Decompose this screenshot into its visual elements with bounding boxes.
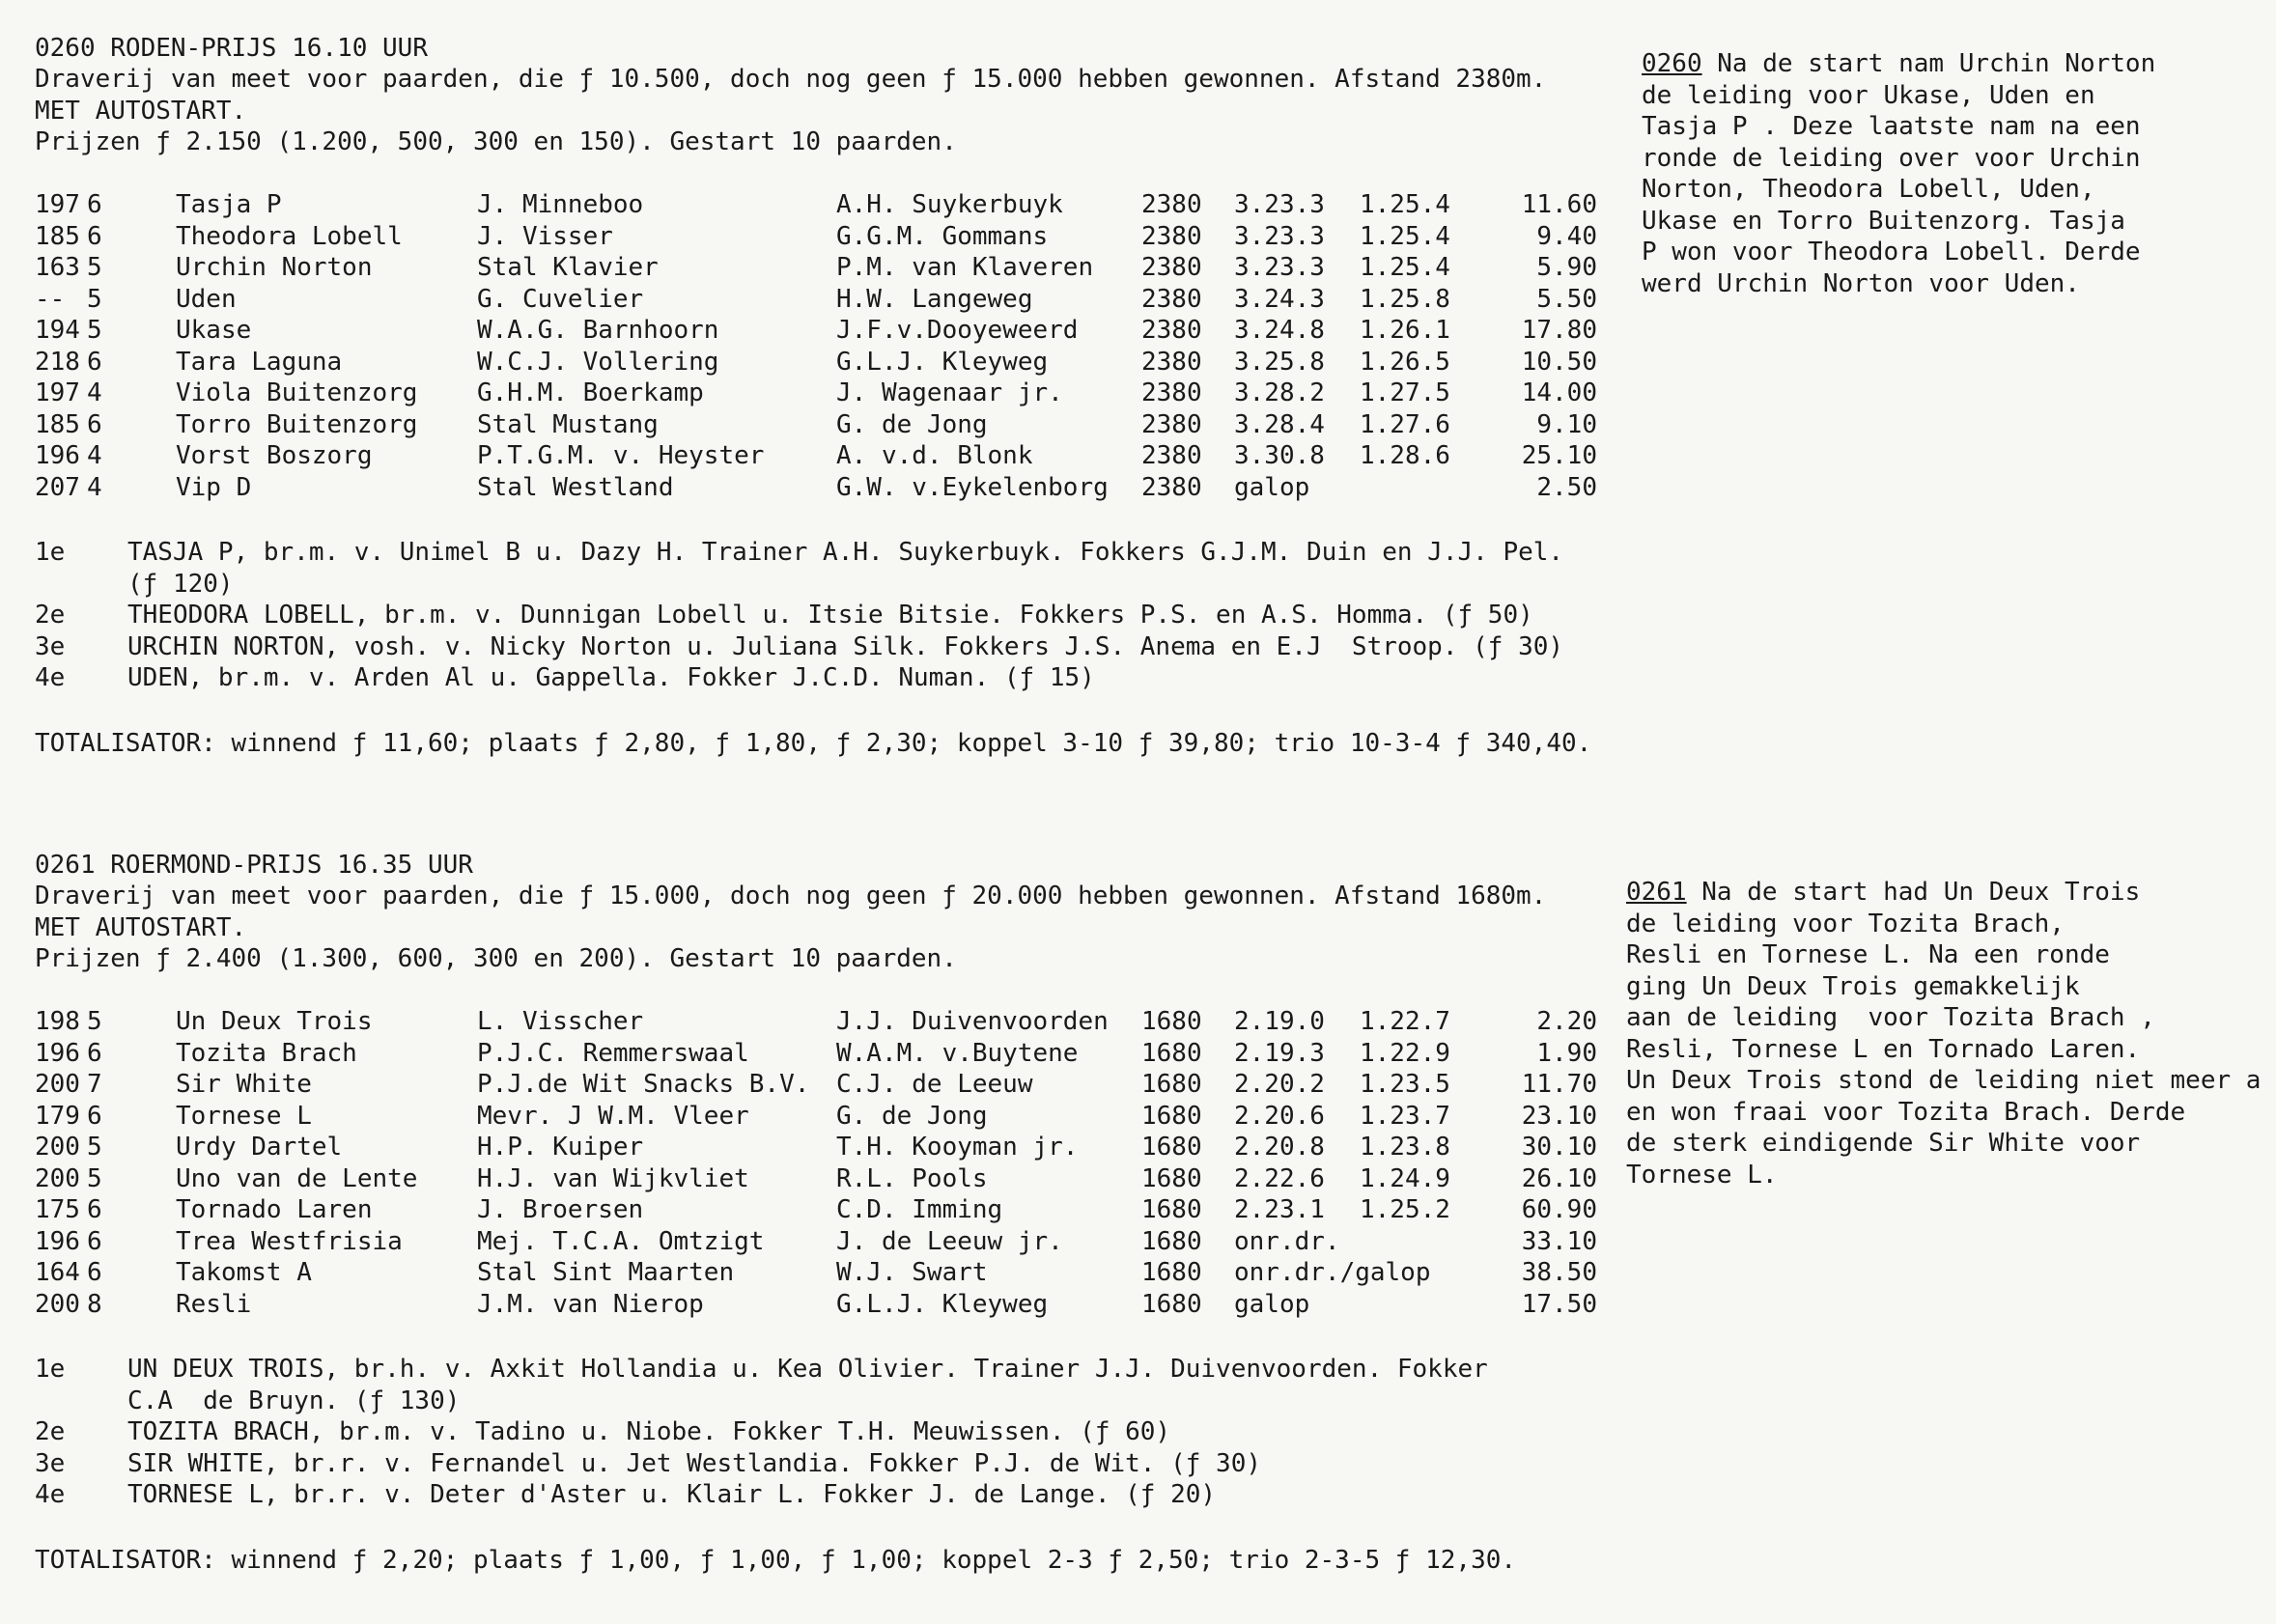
totalisator: TOTALISATOR: winnend ƒ 11,60; plaats ƒ 2,80, ƒ 1,80, ƒ 2,30; koppel 3-10 ƒ 39,80; trio 10-3-4 ƒ 340,40. bbox=[35, 729, 1592, 758]
start-number: 196 bbox=[35, 1226, 80, 1256]
distance: 2380 bbox=[1141, 284, 1202, 314]
trainer-name: G.L.J. Kleyweg bbox=[836, 1289, 1049, 1319]
trainer-name: G.W. v.Eykelenborg bbox=[836, 472, 1109, 502]
table-row bbox=[0, 409, 1622, 441]
race-time: 2.19.3 bbox=[1234, 1038, 1325, 1068]
trainer-name: J.F.v.Dooyeweerd bbox=[836, 316, 1079, 345]
trainer-name: H.W. Langeweg bbox=[836, 284, 1033, 314]
report-line: de leiding voor Ukase, Uden en bbox=[1642, 80, 2095, 110]
distance: 1680 bbox=[1141, 1133, 1202, 1162]
report-line: P won voor Theodora Lobell. Derde bbox=[1642, 238, 2141, 266]
horse-name: Tornese L bbox=[176, 1101, 312, 1131]
odds: 38.50 bbox=[1521, 1258, 1597, 1287]
placing-entry bbox=[0, 1479, 1642, 1511]
horse-age: 5 bbox=[87, 316, 102, 345]
driver-name: G. Cuvelier bbox=[477, 284, 644, 314]
km-time: 1.23.8 bbox=[1360, 1133, 1450, 1162]
placing-text: TASJA P, br.m. v. Unimel B u. Dazy H. Trainer A.H. Suykerbuyk. Fokkers G.J.M. Duin en J.J. Pel. bbox=[127, 538, 1564, 567]
table-row bbox=[0, 1038, 1622, 1070]
trainer-name: C.D. Imming bbox=[836, 1195, 1003, 1224]
trainer-name: W.A.M. v.Buytene bbox=[836, 1038, 1079, 1068]
trainer-name: G. de Jong bbox=[836, 1101, 988, 1131]
driver-name: Stal Klavier bbox=[477, 253, 659, 282]
start-number: 164 bbox=[35, 1258, 80, 1287]
report-line: Resli en Tornese L. Na een ronde bbox=[1626, 940, 2110, 969]
horse-age: 6 bbox=[87, 190, 102, 219]
start-number: 196 bbox=[35, 441, 80, 470]
table-row bbox=[0, 1226, 1622, 1258]
horse-name: Takomst A bbox=[176, 1258, 312, 1287]
horse-name: Urchin Norton bbox=[176, 253, 373, 282]
odds: 17.80 bbox=[1521, 316, 1597, 345]
placing-text: TOZITA BRACH, br.m. v. Tadino u. Niobe. Fokker T.H. Meuwissen. (ƒ 60) bbox=[127, 1417, 1171, 1446]
distance: 1680 bbox=[1141, 1101, 1202, 1131]
driver-name: J.M. van Nierop bbox=[477, 1289, 704, 1319]
trainer-name: R.L. Pools bbox=[836, 1163, 988, 1193]
distance: 1680 bbox=[1141, 1163, 1202, 1193]
race-time: onr.dr. bbox=[1234, 1226, 1340, 1256]
distance: 2380 bbox=[1141, 253, 1202, 282]
horse-name: Resli bbox=[176, 1289, 252, 1319]
race-heading: 0261 ROERMOND-PRIJS 16.35 UUR bbox=[35, 851, 473, 880]
table-row bbox=[0, 1194, 1622, 1226]
odds: 14.00 bbox=[1521, 378, 1597, 407]
table-row bbox=[0, 1101, 1622, 1133]
table-row bbox=[0, 1257, 1622, 1289]
report-line: ging Un Deux Trois gemakkelijk bbox=[1626, 971, 2080, 1001]
table-row bbox=[0, 378, 1622, 409]
report-line: ronde de leiding over voor Urchin bbox=[1642, 143, 2141, 173]
placing-entry bbox=[0, 1354, 1642, 1386]
km-time: 1.22.9 bbox=[1360, 1038, 1450, 1068]
start-number: 197 bbox=[35, 378, 80, 407]
driver-name: Stal Mustang bbox=[477, 409, 659, 439]
start-number: 207 bbox=[35, 472, 80, 502]
distance: 1680 bbox=[1141, 1070, 1202, 1099]
km-time: 1.25.4 bbox=[1360, 190, 1450, 219]
table-row bbox=[0, 284, 1622, 316]
odds: 26.10 bbox=[1521, 1163, 1597, 1193]
odds: 23.10 bbox=[1521, 1101, 1597, 1131]
odds: 25.10 bbox=[1521, 441, 1597, 470]
race-time: 3.30.8 bbox=[1234, 441, 1325, 470]
report-line: Ukase en Torro Buitenzorg. Tasja bbox=[1642, 206, 2125, 236]
race-time: galop bbox=[1234, 472, 1310, 502]
table-row bbox=[0, 1289, 1622, 1321]
race-time: 2.22.6 bbox=[1234, 1163, 1325, 1193]
odds: 33.10 bbox=[1521, 1226, 1597, 1256]
horse-age: 5 bbox=[87, 284, 102, 314]
trainer-name: A.H. Suykerbuyk bbox=[836, 190, 1063, 219]
km-time: 1.26.1 bbox=[1360, 316, 1450, 345]
horse-name: Tara Laguna bbox=[176, 347, 343, 377]
km-time: 1.22.7 bbox=[1360, 1007, 1450, 1036]
trainer-name: C.J. de Leeuw bbox=[836, 1070, 1033, 1099]
distance: 2380 bbox=[1141, 316, 1202, 345]
driver-name: J. Broersen bbox=[477, 1195, 644, 1224]
distance: 1680 bbox=[1141, 1007, 1202, 1036]
trainer-name: T.H. Kooyman jr. bbox=[836, 1133, 1079, 1162]
driver-name: Stal Westland bbox=[477, 472, 674, 502]
race-autostart: MET AUTOSTART. bbox=[35, 913, 247, 942]
table-row bbox=[0, 189, 1622, 221]
horse-name: Un Deux Trois bbox=[176, 1007, 373, 1036]
odds: 10.50 bbox=[1521, 347, 1597, 377]
odds: 2.20 bbox=[1536, 1007, 1597, 1036]
placing-position: 3e bbox=[35, 631, 66, 661]
race-time: 3.25.8 bbox=[1234, 347, 1325, 377]
race-time: galop bbox=[1234, 1289, 1310, 1319]
driver-name: J. Minneboo bbox=[477, 190, 644, 219]
distance: 2380 bbox=[1141, 409, 1202, 439]
driver-name: P.J.de Wit Snacks B.V. bbox=[477, 1070, 810, 1099]
race-conditions: Draverij van meet voor paarden, die ƒ 10.500, doch nog geen ƒ 15.000 hebben gewonnen. Afstand 2380m. bbox=[35, 65, 1547, 94]
table-row bbox=[0, 472, 1622, 504]
driver-name: P.J.C. Remmerswaal bbox=[477, 1038, 749, 1068]
race-heading: 0260 RODEN-PRIJS 16.10 UUR bbox=[35, 34, 428, 63]
horse-name: Vorst Boszorg bbox=[176, 441, 373, 470]
distance: 2380 bbox=[1141, 472, 1202, 502]
horse-name: Theodora Lobell bbox=[176, 221, 403, 251]
horse-age: 6 bbox=[87, 221, 102, 251]
race-conditions: Draverij van meet voor paarden, die ƒ 15.000, doch nog geen ƒ 20.000 hebben gewonnen. Afstand 1680m. bbox=[35, 882, 1547, 910]
horse-age: 5 bbox=[87, 1007, 102, 1036]
report-line: de leiding voor Tozita Brach, bbox=[1626, 909, 2065, 938]
race-prizes: Prijzen ƒ 2.400 (1.300, 600, 300 en 200). Gestart 10 paarden. bbox=[35, 944, 957, 973]
placing-position: 4e bbox=[35, 1480, 66, 1509]
race-time: 3.23.3 bbox=[1234, 253, 1325, 282]
distance: 2380 bbox=[1141, 190, 1202, 219]
report-number: 0260 bbox=[1642, 49, 1702, 78]
horse-name: Tasja P bbox=[176, 190, 282, 219]
report-line: aan de leiding voor Tozita Brach , bbox=[1626, 1003, 2155, 1032]
table-row bbox=[0, 1132, 1622, 1163]
horse-name: Tornado Laren bbox=[176, 1195, 373, 1224]
km-time: 1.25.8 bbox=[1360, 284, 1450, 314]
start-number: 198 bbox=[35, 1007, 80, 1036]
report-line: Resli, Tornese L en Tornado Laren. bbox=[1626, 1034, 2141, 1064]
distance: 2380 bbox=[1141, 347, 1202, 377]
driver-name: W.C.J. Vollering bbox=[477, 347, 719, 377]
placing-entry bbox=[0, 631, 1642, 663]
trainer-name: W.J. Swart bbox=[836, 1258, 988, 1287]
km-time: 1.28.6 bbox=[1360, 441, 1450, 470]
report-line: Tasja P . Deze laatste nam na een bbox=[1642, 112, 2141, 141]
race-time: onr.dr./galop bbox=[1234, 1258, 1431, 1287]
horse-age: 7 bbox=[87, 1070, 102, 1099]
start-number: 163 bbox=[35, 253, 80, 282]
race-time: 3.24.8 bbox=[1234, 316, 1325, 345]
horse-age: 6 bbox=[87, 409, 102, 439]
placing-entry bbox=[0, 662, 1642, 694]
race-time: 3.23.3 bbox=[1234, 221, 1325, 251]
driver-name: J. Visser bbox=[477, 221, 613, 251]
horse-name: Sir White bbox=[176, 1070, 312, 1099]
table-row bbox=[0, 1069, 1622, 1101]
driver-name: Mej. T.C.A. Omtzigt bbox=[477, 1226, 765, 1256]
race-time: 3.28.2 bbox=[1234, 378, 1325, 407]
horse-name: Viola Buitenzorg bbox=[176, 378, 418, 407]
horse-age: 5 bbox=[87, 1133, 102, 1162]
placing-text: SIR WHITE, br.r. v. Fernandel u. Jet Westlandia. Fokker P.J. de Wit. (ƒ 30) bbox=[127, 1448, 1261, 1478]
race-prizes: Prijzen ƒ 2.150 (1.200, 500, 300 en 150). Gestart 10 paarden. bbox=[35, 127, 957, 156]
race-time: 2.20.2 bbox=[1234, 1070, 1325, 1099]
driver-name: H.P. Kuiper bbox=[477, 1133, 644, 1162]
placing-position: 3e bbox=[35, 1448, 66, 1478]
placing-text: C.A de Bruyn. (ƒ 130) bbox=[127, 1386, 461, 1415]
driver-name: Stal Sint Maarten bbox=[477, 1258, 735, 1287]
horse-age: 6 bbox=[87, 1226, 102, 1256]
report-number: 0261 bbox=[1626, 878, 1687, 907]
start-number: 197 bbox=[35, 190, 80, 219]
race-time: 2.20.6 bbox=[1234, 1101, 1325, 1131]
distance: 2380 bbox=[1141, 378, 1202, 407]
horse-age: 6 bbox=[87, 1258, 102, 1287]
distance: 1680 bbox=[1141, 1226, 1202, 1256]
placing-position: 1e bbox=[35, 1355, 66, 1384]
odds: 2.50 bbox=[1536, 472, 1597, 502]
km-time: 1.25.4 bbox=[1360, 253, 1450, 282]
race-time: 2.19.0 bbox=[1234, 1007, 1325, 1036]
race-time: 2.23.1 bbox=[1234, 1195, 1325, 1224]
horse-name: Vip D bbox=[176, 472, 252, 502]
start-number: 200 bbox=[35, 1289, 80, 1319]
horse-name: Torro Buitenzorg bbox=[176, 409, 418, 439]
totalisator: TOTALISATOR: winnend ƒ 2,20; plaats ƒ 1,00, ƒ 1,00, ƒ 1,00; koppel 2-3 ƒ 2,50; trio 2-3-5 ƒ 12,30. bbox=[35, 1546, 1517, 1575]
horse-age: 5 bbox=[87, 1163, 102, 1193]
start-number: 200 bbox=[35, 1070, 80, 1099]
trainer-name: J. de Leeuw jr. bbox=[836, 1226, 1063, 1256]
placing-text: UDEN, br.m. v. Arden Al u. Gappella. Fokker J.C.D. Numan. (ƒ 15) bbox=[127, 663, 1095, 692]
placing-entry bbox=[0, 537, 1642, 569]
trainer-name: G. de Jong bbox=[836, 409, 988, 439]
table-row bbox=[0, 440, 1622, 472]
table-row bbox=[0, 315, 1622, 347]
placing-text: UN DEUX TROIS, br.h. v. Axkit Hollandia u. Kea Olivier. Trainer J.J. Duivenvoorden. Fokker bbox=[127, 1355, 1488, 1384]
report-line: Na de start had Un Deux Trois bbox=[1686, 878, 2141, 907]
start-number: 218 bbox=[35, 347, 80, 377]
horse-age: 4 bbox=[87, 441, 102, 470]
driver-name: W.A.G. Barnhoorn bbox=[477, 316, 719, 345]
driver-name: G.H.M. Boerkamp bbox=[477, 378, 704, 407]
start-number: 179 bbox=[35, 1101, 80, 1131]
horse-age: 6 bbox=[87, 347, 102, 377]
report-line: Norton, Theodora Lobell, Uden, bbox=[1642, 175, 2095, 204]
placing-text: URCHIN NORTON, vosh. v. Nicky Norton u. Juliana Silk. Fokkers J.S. Anema en E.J Stroop. (ƒ 30) bbox=[127, 631, 1564, 661]
odds: 5.50 bbox=[1536, 284, 1597, 314]
km-time: 1.25.2 bbox=[1360, 1195, 1450, 1224]
trainer-name: G.G.M. Gommans bbox=[836, 221, 1049, 251]
odds: 5.90 bbox=[1536, 253, 1597, 282]
table-row bbox=[0, 252, 1622, 284]
report-line: werd Urchin Norton voor Uden. bbox=[1642, 268, 2080, 298]
horse-age: 8 bbox=[87, 1289, 102, 1319]
distance: 1680 bbox=[1141, 1289, 1202, 1319]
distance: 1680 bbox=[1141, 1038, 1202, 1068]
odds: 60.90 bbox=[1521, 1195, 1597, 1224]
race-time: 2.20.8 bbox=[1234, 1133, 1325, 1162]
distance: 2380 bbox=[1141, 441, 1202, 470]
start-number: 196 bbox=[35, 1038, 80, 1068]
horse-name: Ukase bbox=[176, 316, 252, 345]
placing-text: THEODORA LOBELL, br.m. v. Dunnigan Lobell u. Itsie Bitsie. Fokkers P.S. en A.S. Homma. (ƒ 50) bbox=[127, 601, 1533, 630]
horse-age: 6 bbox=[87, 1038, 102, 1068]
driver-name: Mevr. J W.M. Vleer bbox=[477, 1101, 749, 1131]
start-number: 175 bbox=[35, 1195, 80, 1224]
placing-position: 1e bbox=[35, 538, 66, 567]
placing-position: 4e bbox=[35, 663, 66, 692]
placing-text: (ƒ 120) bbox=[127, 569, 234, 599]
table-row bbox=[0, 1006, 1622, 1038]
table-row bbox=[0, 1163, 1622, 1195]
km-time: 1.27.6 bbox=[1360, 409, 1450, 439]
placing-text: TORNESE L, br.r. v. Deter d'Aster u. Klair L. Fokker J. de Lange. (ƒ 20) bbox=[127, 1480, 1217, 1509]
horse-age: 4 bbox=[87, 378, 102, 407]
horse-age: 4 bbox=[87, 472, 102, 502]
trainer-name: J. Wagenaar jr. bbox=[836, 378, 1063, 407]
placing-entry bbox=[0, 600, 1642, 631]
placing-entry bbox=[0, 1448, 1642, 1480]
start-number: 185 bbox=[35, 221, 80, 251]
report-line: Na de start nam Urchin Norton bbox=[1701, 49, 2156, 78]
odds: 11.70 bbox=[1521, 1070, 1597, 1099]
km-time: 1.27.5 bbox=[1360, 378, 1450, 407]
race-time: 3.23.3 bbox=[1234, 190, 1325, 219]
table-row bbox=[0, 347, 1622, 378]
report-line: Un Deux Trois stond de leiding niet meer a bbox=[1626, 1066, 2262, 1095]
driver-name: H.J. van Wijkvliet bbox=[477, 1163, 749, 1193]
odds: 30.10 bbox=[1521, 1133, 1597, 1162]
distance: 2380 bbox=[1141, 221, 1202, 251]
race-autostart: MET AUTOSTART. bbox=[35, 97, 247, 126]
start-number: 200 bbox=[35, 1133, 80, 1162]
odds: 9.10 bbox=[1536, 409, 1597, 439]
odds: 1.90 bbox=[1536, 1038, 1597, 1068]
odds: 9.40 bbox=[1536, 221, 1597, 251]
distance: 1680 bbox=[1141, 1195, 1202, 1224]
horse-name: Uden bbox=[176, 284, 237, 314]
odds: 17.50 bbox=[1521, 1289, 1597, 1319]
driver-name: P.T.G.M. v. Heyster bbox=[477, 441, 765, 470]
km-time: 1.24.9 bbox=[1360, 1163, 1450, 1193]
placing-position: 2e bbox=[35, 601, 66, 630]
placing-position: 2e bbox=[35, 1417, 66, 1446]
km-time: 1.23.5 bbox=[1360, 1070, 1450, 1099]
horse-name: Tozita Brach bbox=[176, 1038, 357, 1068]
report-line: en won fraai voor Tozita Brach. Derde bbox=[1626, 1097, 2186, 1127]
odds: 11.60 bbox=[1521, 190, 1597, 219]
placing-entry bbox=[0, 1416, 1642, 1448]
km-time: 1.23.7 bbox=[1360, 1101, 1450, 1131]
km-time: 1.26.5 bbox=[1360, 347, 1450, 377]
horse-name: Trea Westfrisia bbox=[176, 1226, 403, 1256]
km-time: 1.25.4 bbox=[1360, 221, 1450, 251]
start-number: 200 bbox=[35, 1163, 80, 1193]
start-number: 185 bbox=[35, 409, 80, 439]
trainer-name: P.M. van Klaveren bbox=[836, 253, 1094, 282]
distance: 1680 bbox=[1141, 1258, 1202, 1287]
start-number: 194 bbox=[35, 316, 80, 345]
race-time: 3.24.3 bbox=[1234, 284, 1325, 314]
horse-age: 5 bbox=[87, 253, 102, 282]
horse-age: 6 bbox=[87, 1195, 102, 1224]
start-number: -- bbox=[35, 284, 66, 314]
report-line: Tornese L. bbox=[1626, 1160, 1778, 1190]
horse-age: 6 bbox=[87, 1101, 102, 1131]
race-time: 3.28.4 bbox=[1234, 409, 1325, 439]
report-line: de sterk eindigende Sir White voor bbox=[1626, 1129, 2141, 1158]
trainer-name: G.L.J. Kleyweg bbox=[836, 347, 1049, 377]
trainer-name: J.J. Duivenvoorden bbox=[836, 1007, 1109, 1036]
table-row bbox=[0, 221, 1622, 253]
driver-name: L. Visscher bbox=[477, 1007, 644, 1036]
horse-name: Urdy Dartel bbox=[176, 1133, 343, 1162]
trainer-name: A. v.d. Blonk bbox=[836, 441, 1033, 470]
horse-name: Uno van de Lente bbox=[176, 1163, 418, 1193]
